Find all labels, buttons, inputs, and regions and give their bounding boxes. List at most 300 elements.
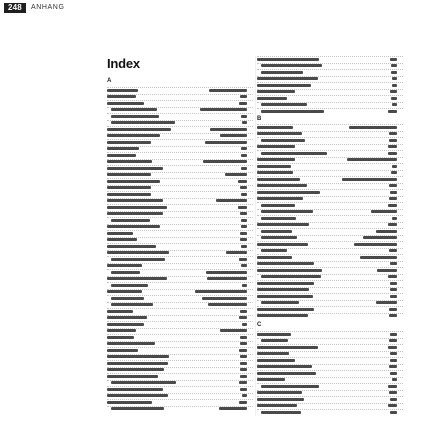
index-entry-term	[107, 167, 163, 170]
index-entry-pages	[392, 378, 397, 381]
index-entry-pages	[242, 394, 247, 397]
index-entry-term	[261, 411, 301, 414]
index-entry-term	[107, 154, 136, 157]
index-entry	[257, 274, 403, 280]
index-column-left	[107, 56, 253, 416]
index-entry-pages	[195, 290, 247, 293]
index-entry-pages	[388, 145, 397, 148]
index-entry-term	[107, 180, 160, 183]
index-entry	[257, 280, 403, 286]
index-entry-pages	[392, 77, 397, 80]
index-entry-pages	[388, 204, 397, 207]
index-entry	[107, 191, 253, 197]
index-entry-term	[107, 141, 151, 144]
index-entry-term	[257, 372, 316, 375]
index-entry-term	[257, 308, 314, 311]
index-entry-pages	[206, 271, 247, 274]
index-entry	[257, 215, 403, 221]
index-entry-term	[107, 225, 160, 228]
index-entry-pages	[241, 193, 247, 196]
index-entry-pages	[202, 297, 247, 300]
index-entry	[107, 217, 253, 223]
index-entry-pages	[390, 288, 397, 291]
index-entry	[257, 209, 403, 215]
index-entry-pages	[390, 333, 397, 336]
index-entry	[257, 344, 403, 350]
index-entry-term	[107, 362, 168, 365]
index-entry	[107, 100, 253, 106]
page-header	[4, 3, 65, 13]
index-entry-pages	[388, 404, 397, 407]
index-entry-term	[257, 269, 322, 272]
index-entry-pages	[203, 160, 247, 163]
index-entry-term	[257, 314, 308, 317]
index-entry-term	[257, 165, 291, 168]
index-entry-term	[261, 217, 296, 220]
index-entry-term	[111, 271, 140, 274]
index-entry	[107, 211, 253, 217]
index-entry-term	[257, 295, 313, 298]
index-entry-pages	[239, 401, 247, 404]
index-entry-pages	[388, 346, 397, 349]
index-entry-pages	[390, 398, 397, 401]
index-entry	[107, 354, 253, 360]
index-entry-term	[107, 238, 137, 241]
index-entry-term	[257, 365, 312, 368]
index-page	[107, 56, 407, 416]
index-entry-pages	[342, 178, 397, 181]
index-entry	[107, 399, 253, 405]
index-entry-pages	[390, 359, 397, 362]
index-entry	[107, 334, 253, 340]
index-entry-pages	[390, 90, 397, 93]
index-entry	[257, 157, 403, 163]
index-entry-term	[261, 385, 319, 388]
index-entry-term	[107, 264, 142, 267]
index-entry-pages	[391, 64, 397, 67]
index-entry	[257, 313, 403, 319]
index-entry-term	[111, 407, 164, 410]
index-entry-term	[107, 251, 169, 254]
index-entry	[107, 152, 253, 158]
index-entry-term	[261, 71, 303, 74]
index-entry-term	[257, 84, 311, 87]
index-entry	[257, 403, 403, 409]
index-entry-pages	[208, 303, 247, 306]
index-entry-pages	[349, 126, 397, 129]
index-entry	[257, 102, 403, 108]
index-entry-term	[257, 90, 295, 93]
index-entry-pages	[347, 158, 397, 161]
index-entry-pages	[388, 275, 397, 278]
index-entry-pages	[389, 365, 397, 368]
index-entry-pages	[238, 180, 247, 183]
index-entry-pages	[376, 301, 397, 304]
index-entry-pages	[389, 308, 397, 311]
index-letter-a: A	[107, 78, 112, 84]
index-entry-term	[107, 394, 168, 397]
index-entry	[107, 113, 253, 119]
index-entry	[107, 224, 253, 230]
index-entry-term	[107, 401, 152, 404]
index-entry	[107, 94, 253, 100]
index-entry	[107, 289, 253, 295]
index-entry-pages	[389, 314, 397, 317]
index-entry-pages	[220, 329, 247, 332]
index-entry-term	[257, 171, 293, 174]
index-entry	[257, 196, 403, 202]
index-entry-pages	[239, 316, 247, 319]
index-entry	[257, 76, 403, 82]
index-entry	[107, 360, 253, 366]
index-entry-term	[107, 134, 160, 137]
index-entry-pages	[240, 336, 247, 339]
index-entry-term	[107, 160, 152, 163]
index-entry	[257, 377, 403, 383]
index-entry-pages	[392, 84, 397, 87]
index-entry-pages	[388, 110, 397, 113]
index-entry-pages	[240, 232, 247, 235]
index-entry-pages	[389, 197, 397, 200]
index-entry	[257, 390, 403, 396]
index-entry-term	[261, 301, 299, 304]
index-title: Index	[107, 56, 140, 71]
index-entry	[257, 89, 403, 95]
index-entry	[257, 338, 403, 344]
index-entry	[107, 282, 253, 288]
index-entry-term	[261, 110, 324, 113]
index-entry-pages	[239, 381, 247, 384]
index-entry-pages	[241, 225, 247, 228]
index-entry-term	[107, 173, 151, 176]
index-entry-pages	[241, 219, 247, 222]
index-entry-pages	[225, 173, 247, 176]
index-entry-pages	[241, 245, 247, 248]
index-entry-term	[261, 139, 305, 142]
index-entry-pages	[390, 58, 397, 61]
index-entry	[257, 254, 403, 260]
index-entry-term	[111, 303, 153, 306]
index-entry	[257, 176, 403, 182]
index-entry-term	[107, 89, 138, 92]
index-letter-c: C	[257, 322, 262, 328]
index-entry-pages	[241, 167, 247, 170]
index-entry-pages	[377, 269, 397, 272]
index-entry-pages	[242, 121, 247, 124]
index-entry	[257, 183, 403, 189]
index-entry-pages	[239, 102, 247, 105]
index-entry	[257, 409, 403, 415]
index-entry-pages	[241, 264, 247, 267]
index-entry-pages	[240, 355, 247, 358]
index-entry-pages	[389, 132, 397, 135]
index-entry-term	[261, 275, 321, 278]
index-entry	[107, 87, 253, 93]
index-entry-term	[107, 199, 163, 202]
index-entry-pages	[240, 238, 247, 241]
index-entry	[257, 370, 403, 376]
index-entry-term	[107, 277, 167, 280]
index-entry-term	[261, 249, 287, 252]
index-entry-term	[111, 258, 165, 261]
index-entry-term	[111, 381, 176, 384]
index-entry-pages	[240, 375, 247, 378]
index-entry	[257, 383, 403, 389]
index-entry-pages	[390, 352, 397, 355]
index-entry	[257, 235, 403, 241]
index-entry-pages	[207, 277, 247, 280]
index-entry-term	[107, 349, 138, 352]
index-entry	[257, 306, 403, 312]
index-entry	[257, 202, 403, 208]
index-entry-pages	[240, 342, 247, 345]
index-entry-term	[107, 193, 151, 196]
index-entry	[107, 172, 253, 178]
index-entry-term	[107, 245, 156, 248]
index-entry	[257, 56, 403, 62]
index-entry-pages	[392, 217, 397, 220]
index-entry	[257, 108, 403, 114]
index-entry-term	[107, 375, 158, 378]
index-entry-pages	[390, 282, 397, 285]
index-entry-term	[257, 346, 318, 349]
index-entry-term	[257, 158, 295, 161]
index-entry-pages	[220, 134, 247, 137]
index-entry-pages	[216, 199, 247, 202]
index-entry	[257, 228, 403, 234]
index-entry-term	[107, 95, 136, 98]
index-entry-term	[107, 147, 139, 150]
index-entry	[257, 331, 403, 337]
index-entry-term	[261, 210, 313, 213]
index-entry-term	[257, 191, 320, 194]
index-entry	[107, 315, 253, 321]
index-entry-term	[257, 77, 318, 80]
index-entry-term	[257, 282, 314, 285]
index-entry-term	[111, 219, 150, 222]
index-entry-term	[107, 128, 171, 131]
index-entry-term	[111, 115, 159, 118]
index-entry-term	[111, 297, 144, 300]
index-entry-term	[107, 336, 134, 339]
index-entry-pages	[226, 251, 247, 254]
index-entry-term	[257, 97, 287, 100]
index-entry-term	[107, 212, 163, 215]
index-entry-term	[107, 329, 136, 332]
index-entry	[257, 357, 403, 363]
index-entry	[107, 204, 253, 210]
index-entry	[107, 373, 253, 379]
index-entry	[257, 287, 403, 293]
index-entry-term	[257, 243, 308, 246]
index-entry-term	[107, 368, 164, 371]
index-entry	[107, 386, 253, 392]
index-entry-pages	[209, 89, 247, 92]
index-entry-term	[111, 108, 157, 111]
index-entry-term	[257, 398, 304, 401]
index-entry	[107, 230, 253, 236]
index-entry-pages	[389, 339, 397, 342]
page-number: 248	[4, 3, 26, 13]
index-entry-term	[107, 290, 142, 293]
index-entry-term	[257, 404, 297, 407]
index-entry	[257, 95, 403, 101]
index-entry-pages	[389, 391, 397, 394]
index-entry-pages	[371, 210, 397, 213]
section-label: ANHANG	[30, 4, 65, 11]
index-entry-term	[261, 230, 292, 233]
index-entry-pages	[239, 258, 247, 261]
index-entry	[257, 267, 403, 273]
index-entry-term	[261, 339, 288, 342]
index-entry-pages	[240, 212, 247, 215]
index-entry	[107, 120, 253, 126]
index-entry	[107, 295, 253, 301]
index-entry	[257, 351, 403, 357]
index-entry	[107, 185, 253, 191]
index-entry-pages	[391, 171, 397, 174]
index-entry	[107, 308, 253, 314]
index-entry-pages	[389, 249, 397, 252]
index-entry-pages	[242, 284, 247, 287]
index-entry-term	[261, 152, 327, 155]
index-entry	[107, 139, 253, 145]
column-divider	[255, 56, 256, 416]
index-entry-pages	[240, 388, 247, 391]
index-entry	[107, 256, 253, 262]
index-entry-pages	[388, 152, 397, 155]
index-entry-pages	[240, 186, 247, 189]
index-entry	[257, 248, 403, 254]
index-entry	[107, 328, 253, 334]
index-entry-pages	[360, 256, 397, 259]
index-entry-pages	[205, 141, 247, 144]
index-entry-pages	[390, 295, 397, 298]
index-entry-term	[257, 178, 300, 181]
index-entry	[257, 222, 403, 228]
index-entry	[107, 126, 253, 132]
index-entry-pages	[391, 71, 397, 74]
index-entry-pages	[388, 385, 397, 388]
index-entry	[257, 364, 403, 370]
index-entry	[257, 63, 403, 69]
index-entry-term	[261, 204, 295, 207]
index-entry-term	[107, 102, 144, 105]
index-entry-term	[257, 58, 319, 61]
index-entry-pages	[390, 262, 397, 265]
index-entry	[107, 367, 253, 373]
index-entry-term	[107, 323, 144, 326]
index-entry-pages	[200, 108, 247, 111]
index-entry-term	[107, 342, 155, 345]
index-entry	[107, 133, 253, 139]
index-entry-term	[257, 352, 289, 355]
index-entry	[107, 250, 253, 256]
index-entry-term	[111, 284, 148, 287]
index-entry-term	[257, 145, 295, 148]
index-entry-pages	[242, 323, 247, 326]
index-entry	[257, 293, 403, 299]
index-entry-pages	[363, 236, 397, 239]
index-entry-term	[261, 103, 307, 106]
index-entry	[107, 276, 253, 282]
index-entry-pages	[390, 191, 397, 194]
index-entry	[107, 393, 253, 399]
index-entry-pages	[241, 147, 247, 150]
index-entry-pages	[239, 349, 247, 352]
index-entry-pages	[241, 115, 247, 118]
index-entry-term	[257, 288, 309, 291]
index-entry-pages	[392, 103, 397, 106]
index-entry-term	[257, 223, 309, 226]
index-entry	[107, 165, 253, 171]
index-entry-pages	[238, 206, 247, 209]
index-entry-term	[107, 232, 133, 235]
index-entry-pages	[389, 184, 397, 187]
index-entry-term	[257, 333, 291, 336]
index-entry-term	[107, 388, 163, 391]
index-entry	[257, 137, 403, 143]
index-entry-pages	[388, 223, 397, 226]
index-entry	[257, 163, 403, 169]
index-entry	[107, 263, 253, 269]
index-entry-term	[107, 186, 151, 189]
index-entry	[257, 150, 403, 156]
index-entry	[257, 261, 403, 267]
index-entry	[107, 159, 253, 165]
index-entry-term	[257, 378, 285, 381]
index-entry-term	[107, 206, 167, 209]
index-entry-pages	[240, 362, 247, 365]
index-entry-pages	[376, 230, 397, 233]
index-entry	[107, 146, 253, 152]
index-entry-term	[261, 64, 322, 67]
index-entry-term	[257, 359, 295, 362]
index-entry-term	[257, 132, 302, 135]
index-entry-pages	[389, 139, 397, 142]
index-entry	[107, 321, 253, 327]
index-entry	[257, 189, 403, 195]
index-entry-term	[257, 184, 307, 187]
index-entry	[107, 406, 253, 412]
index-entry	[107, 380, 253, 386]
index-entry	[257, 300, 403, 306]
index-entry	[257, 131, 403, 137]
index-entry	[107, 107, 253, 113]
index-entry	[257, 396, 403, 402]
index-entry-pages	[210, 128, 247, 131]
index-letter-b: B	[257, 116, 262, 122]
index-entry	[257, 124, 403, 130]
index-entry-term	[261, 236, 297, 239]
index-entry	[257, 241, 403, 247]
index-entry	[257, 69, 403, 75]
index-entry-term	[257, 256, 292, 259]
index-entry	[107, 178, 253, 184]
index-entry-pages	[390, 411, 397, 414]
index-entry-term	[257, 391, 302, 394]
index-entry-pages	[390, 372, 397, 375]
index-entry-pages	[392, 165, 397, 168]
index-entry	[107, 302, 253, 308]
index-entry-pages	[354, 243, 397, 246]
index-entry	[107, 243, 253, 249]
index-entry	[107, 347, 253, 353]
index-entry-term	[257, 126, 293, 129]
index-entry	[107, 269, 253, 275]
index-entry-term	[107, 355, 169, 358]
index-entry	[257, 82, 403, 88]
